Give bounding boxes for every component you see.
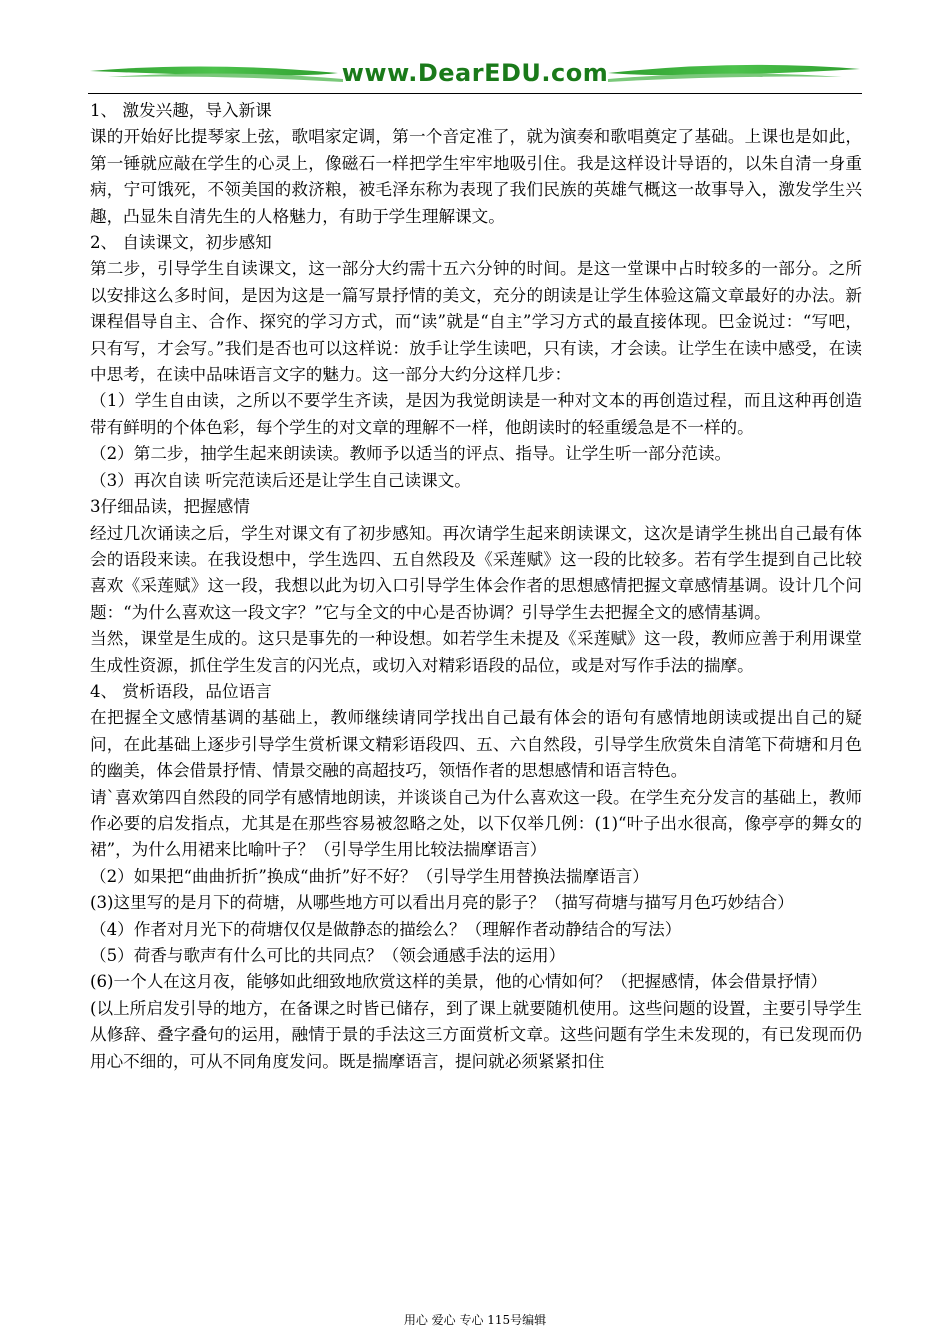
body-paragraph: （4）作者对月光下的荷塘仅仅是做静态的描绘么？（理解作者动静结合的写法）: [90, 919, 682, 939]
body-paragraph: (3)这里写的是月下的荷塘，从哪些地方可以看出月亮的影子？（描写荷塘与描写月色巧妙结合）: [90, 893, 794, 913]
body-paragraph: 当然，课堂是生成的。这只是事先的一种设想。如若学生未提及《采莲赋》这一段，教师应善于利用课堂生成性资源，抓住学生发言的闪光点，或切入对精彩语段的品位，或是对写作手法的揣摩。: [90, 629, 862, 675]
body-paragraph: （2）第二步，抽学生起来朗读读。教师予以适当的评点、指导。让学生听一部分范读。: [90, 444, 732, 464]
body-paragraph: （1）学生自由读，之所以不要学生齐读，是因为我觉朗读是一种对文本的再创造过程，而且这种再创造带有鲜明的个体色彩，每个学生的对文章的理解不一样，他朗读时的轻重缓急是不一样的。: [90, 391, 862, 437]
site-header: [88, 55, 862, 95]
body-paragraph: 课的开始好比提琴家上弦，歌唱家定调，第一个音定准了，就为演奏和歌唱奠定了基础。上课也是如此，第一锤就应敲在学生的心灵上，像磁石一样把学生牢牢地吸引住。我是这样设计导语的，以朱自清一身重病，宁可饿死，不领美国的救济粮，被毛泽东称为表现了我们民族的英雄气概这一故事导入，激发学生兴趣，凸显朱自清先生的人格魅力，有助于学生理解课文。: [90, 127, 862, 226]
section-heading: 3仔细品读，把握感情: [90, 497, 250, 517]
body-paragraph: （3）再次自读 听完范读后还是让学生自己读课文。: [90, 470, 471, 490]
body-paragraph: （5）荷香与歌声有什么可比的共同点？（领会通感手法的运用）: [90, 946, 566, 965]
page-footer: 用心 爱心 专心 115号编辑: [403, 1313, 547, 1327]
body-paragraph: 请`喜欢第四自然段的同学有感情地朗读，并谈谈自己为什么喜欢这一段。在学生充分发言的基础上，教师作必要的启发指点，尤其是在那些容易被忽略之处，以下仅举几例：(1)“叶子出水很高，像亭亭的舞女的裙”，为什么用裙来比喻叶子？（引导学生用比较法揣摩语言）: [90, 787, 862, 860]
body-paragraph: 经过几次诵读之后，学生对课文有了初步感知。再次请学生起来朗读课文，这次是请学生挑出自己最有体会的语段来读。在我设想中，学生选四、五自然段及《采莲赋》这一段的比较多。若有学生提到自己比较喜欢《采莲赋》这一段，我想以此为切入口引导学生体会作者的思想感情把握文章感情基调。设计几个问题：“为什么喜欢这一段文字？”它与全文的中心是否协调？引导学生去把握全文的感情基调。: [90, 523, 862, 622]
site-logo: www.DearEDU.com: [341, 59, 609, 87]
document-body: [90, 98, 862, 1075]
section-heading: 1、 激发兴趣，导入新课: [90, 101, 272, 120]
section-heading: 2、 自读课文，初步感知: [90, 233, 272, 253]
body-paragraph: (6)一个人在这月夜，能够如此细致地欣赏这样的美景，他的心情如何？（把握感情，体会借景抒情）: [90, 972, 828, 992]
body-paragraph: 在把握全文感情基调的基础上，教师继续请同学找出自己最有体会的语句有感情地朗读或提出自己的疑问，在此基础上逐步引导学生赏析课文精彩语段四、五、六自然段，引导学生欣赏朱自清笔下荷塘和月色的幽美，体会借景抒情、情景交融的高超技巧，领悟作者的思想感情和语言特色。: [90, 708, 862, 781]
body-paragraph: （2）如果把“曲曲折折”换成“曲折”好不好？（引导学生用替换法揣摩语言）: [90, 866, 649, 886]
body-paragraph: (以上所启发引导的地方，在备课之时皆已储存，到了课上就要随机使用。这些问题的设置，主要引导学生从修辞、叠字叠句的运用，融情于景的手法这三方面赏析文章。这些问题有学生未发现的，有已发现而仍用心不细的，可从不同角度发问。既是揣摩语言，提问就必须紧紧扣住: [90, 998, 862, 1071]
section-heading: 4、 赏析语段，品位语言: [90, 681, 272, 701]
header-divider: [88, 93, 862, 94]
body-paragraph: 第二步，引导学生自读课文，这一部分大约需十五六分钟的时间。是这一堂课中占时较多的一部分。之所以安排这么多时间，是因为这是一篇写景抒情的美文，充分的朗读是让学生体验这篇文章最好的办法。新课程倡导自主、合作、探究的学习方式，而“读”就是“自主”学习方式的最直接体现。巴金说过：“写吧，只有写，才会写。”我们是否也可以这样说：放手让学生读吧，只有读，才会读。让学生在读中感受，在读中思考，在读中品味语言文字的魅力。这一部分大约分这样几步：: [90, 259, 862, 385]
